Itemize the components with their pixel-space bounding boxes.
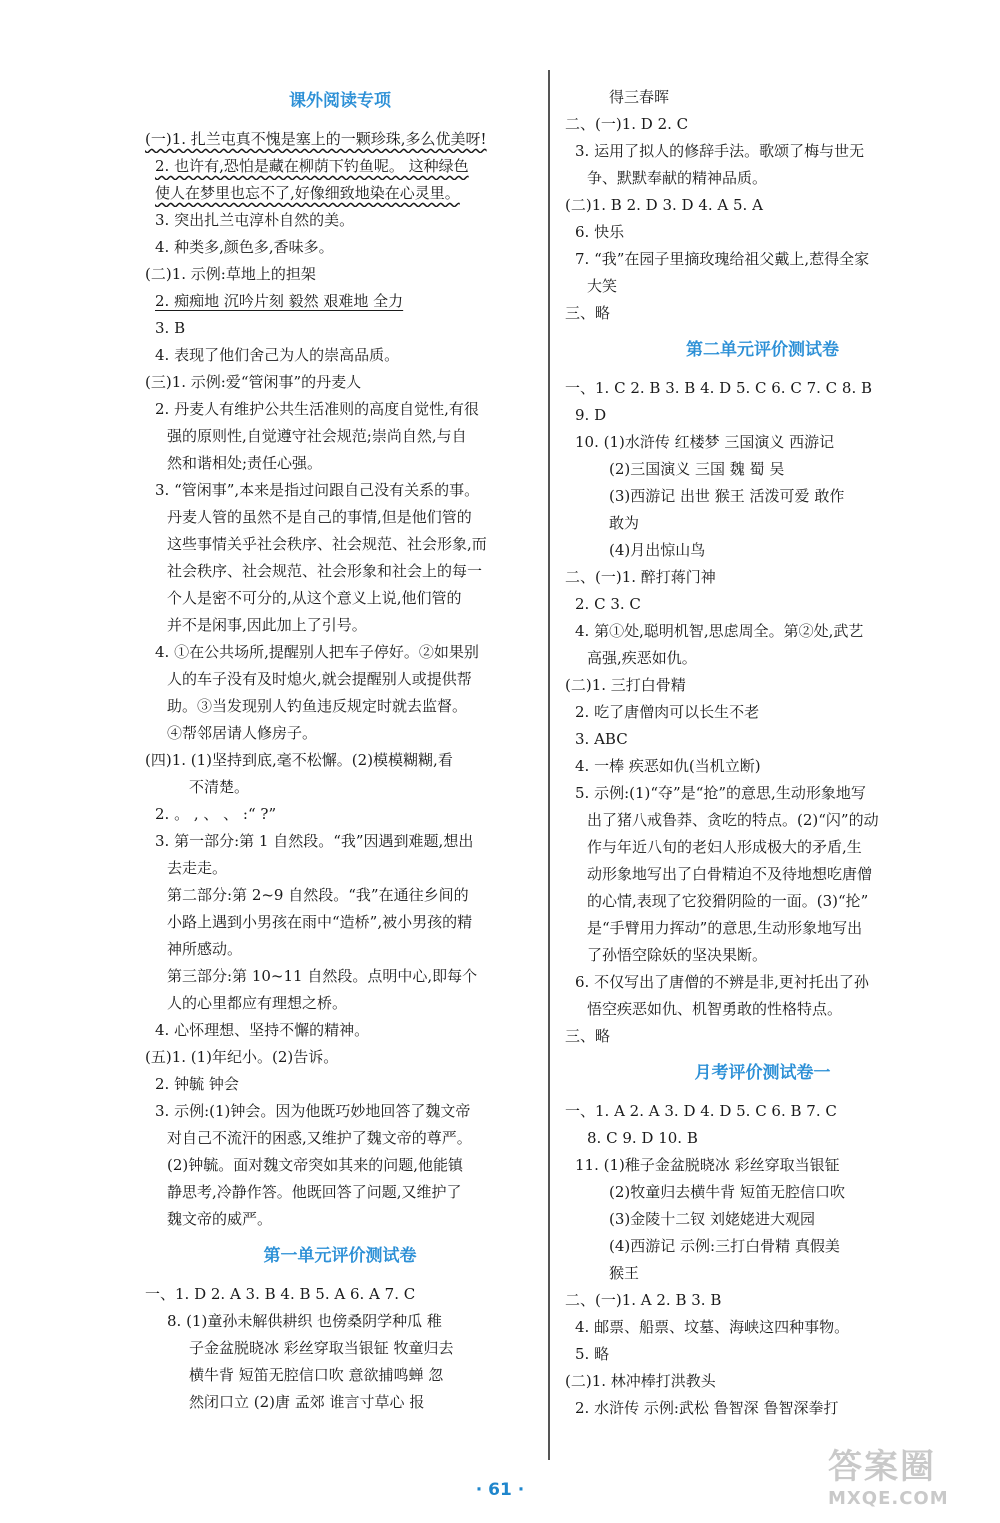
page-number: · 61 · xyxy=(475,1480,525,1500)
section-heading-unit-two-test: 第二单元评价测试卷 xyxy=(686,340,839,360)
answer-line: 大笑 xyxy=(587,277,618,295)
watermark-domain: MXQE.COM xyxy=(828,1488,949,1509)
answer-line: 敢为 xyxy=(609,514,640,532)
answer-line: (二)1. 林冲棒打洪教头 xyxy=(565,1372,716,1390)
answer-line: 一、1. A 2. A 3. D 4. D 5. C 6. B 7. C xyxy=(565,1102,837,1120)
answer-line: 6. 不仅写出了唐僧的不辨是非,更衬托出了孙 xyxy=(575,973,869,991)
answer-line: 3. ABC xyxy=(575,730,628,748)
answer-line: (2)钟毓。面对魏文帝突如其来的问题,他能镇 xyxy=(167,1156,464,1174)
answer-line: (三)1. 示例:爱“管闲事”的丹麦人 xyxy=(145,373,362,391)
answer-line: 个人是密不可分的,从这个意义上说,他们管的 xyxy=(167,589,462,607)
answer-line: 3. B xyxy=(155,319,186,337)
answer-line: 作与年近八旬的老妇人形成极大的矛盾,生 xyxy=(587,838,862,856)
answer-line: ④帮邻居请人修房子。 xyxy=(167,724,318,742)
answer-line: 11. (1)稚子金盆脱晓冰 彩丝穿取当银钲 xyxy=(575,1156,840,1174)
left-column xyxy=(145,78,535,1416)
answer-line: 人的心里都应有理想之桥。 xyxy=(167,994,348,1012)
answer-line: 二、(一)1. A 2. B 3. B xyxy=(565,1291,722,1309)
answer-line: 这些事情关乎社会秩序、社会规范、社会形象,而 xyxy=(167,535,487,553)
watermark-logo xyxy=(828,1439,978,1509)
answer-line: 对自己不流汗的困惑,又维护了魏文帝的尊严。 xyxy=(167,1129,472,1147)
answer-line: 魏文帝的威严。 xyxy=(167,1210,273,1228)
answer-line: (四)1. (1)坚持到底,毫不松懈。(2)模模糊糊,看 xyxy=(145,751,453,769)
column-divider xyxy=(548,70,550,1460)
answer-line: 一、1. C 2. B 3. B 4. D 5. C 6. C 7. C 8. B xyxy=(565,379,873,397)
right-column xyxy=(565,84,960,1422)
answer-line: 2. 水浒传 示例:武松 鲁智深 鲁智深拳打 xyxy=(575,1399,839,1417)
answer-line: 三、略 xyxy=(565,1027,611,1045)
answer-line: 4. 种类多,颜色多,香味多。 xyxy=(155,238,334,256)
answer-line: (五)1. (1)年纪小。(2)告诉。 xyxy=(145,1048,339,1066)
answer-line: 4. 一棒 疾恶如仇(当机立断) xyxy=(575,757,761,775)
answer-line: 2. 痴痴地 沉吟片刻 毅然 艰难地 全力 xyxy=(155,292,404,310)
answer-line: 3. 第一部分:第 1 自然段。“我”因遇到难题,想出 xyxy=(155,832,474,850)
answer-line: (二)1. 示例:草地上的担架 xyxy=(145,265,316,283)
answer-line: 高强,疾恶如仇。 xyxy=(587,649,697,667)
answer-line: 8. C 9. D 10. B xyxy=(587,1129,698,1147)
answer-line: 4. 第①处,聪明机智,思虑周全。第②处,武艺 xyxy=(575,622,864,640)
answer-line: 10. (1)水浒传 红楼梦 三国演义 西游记 xyxy=(575,433,835,451)
answer-line: 二、(一)1. D 2. C xyxy=(565,115,689,133)
answer-line: (二)1. B 2. D 3. D 4. A 5. A xyxy=(565,196,763,214)
answer-line: 人的车子没有及时熄火,就会提醒别人或提供帮 xyxy=(167,670,472,688)
answer-line: 神所感动。 xyxy=(167,940,243,958)
answer-line: 丹麦人管的虽然不是自己的事情,但是他们管的 xyxy=(167,508,472,526)
answer-line: 2. C 3. C xyxy=(575,595,641,613)
answer-line: 小路上遇到小男孩在雨中“造桥”,被小男孩的精 xyxy=(167,913,473,931)
answer-line: 子金盆脱晓冰 彩丝穿取当银钲 牧童归去 xyxy=(189,1339,454,1357)
answer-line: 2. 也许有,恐怕是藏在柳荫下钓鱼呢。 这种绿色 xyxy=(155,157,469,175)
answer-line: 第二部分:第 2~9 自然段。“我”在通往乡间的 xyxy=(167,886,469,904)
answer-line: 3. 运用了拟人的修辞手法。歌颂了梅与世无 xyxy=(575,142,865,160)
answer-line: (2)三国演义 三国 魏 蜀 吴 xyxy=(609,460,785,478)
answer-line: 助。③当发现别人钓鱼违反规定时就去监督。 xyxy=(167,697,468,715)
answer-line: 3. 示例:(1)钟会。因为他既巧妙地回答了魏文帝 xyxy=(155,1102,471,1120)
answer-line: 出了猪八戒鲁莽、贪吃的特点。(2)“闪”的动 xyxy=(587,811,879,829)
answer-line: 猴王 xyxy=(609,1264,640,1282)
answer-line: 并不是闲事,因此加上了引号。 xyxy=(167,616,367,634)
answer-line: 的心情,表现了它狡猾阴险的一面。(3)“抡” xyxy=(587,892,869,910)
answer-line: 4. 心怀理想、坚持不懈的精神。 xyxy=(155,1021,370,1039)
section-heading-unit-one-test: 第一单元评价测试卷 xyxy=(263,1246,417,1266)
answer-line: 5. 示例:(1)“夺”是“抢”的意思,生动形象地写 xyxy=(575,784,866,802)
answer-line: 4. 表现了他们舍己为人的崇高品质。 xyxy=(155,346,400,364)
answer-line: 3. “管闲事”,本来是指过问跟自己没有关系的事。 xyxy=(155,481,480,499)
answer-line: 争、默默奉献的精神品质。 xyxy=(587,169,768,187)
answer-line: 2. 丹麦人有维护公共生活准则的高度自觉性,有很 xyxy=(155,400,479,418)
answer-line: 悟空疾恶如仇、机智勇敢的性格特点。 xyxy=(587,1000,843,1018)
answer-line: 不清楚。 xyxy=(189,778,250,796)
answer-line: 了孙悟空除妖的坚决果断。 xyxy=(587,946,768,964)
answer-line: 去走走。 xyxy=(167,859,228,877)
answer-line: 动形象地写出了白骨精迫不及待地想吃唐僧 xyxy=(587,865,873,883)
answer-line: (二)1. 三打白骨精 xyxy=(565,676,686,694)
section-heading-monthly-test-one: 月考评价测试卷一 xyxy=(694,1063,831,1083)
answer-line: 社会秩序、社会规范、社会形象和社会上的每一 xyxy=(167,562,483,580)
answer-line: 使人在梦里也忘不了,好像细致地染在心灵里。 xyxy=(155,184,460,202)
answer-line: 得三春晖 xyxy=(609,88,670,106)
answer-line: 强的原则性,自觉遵守社会规范;崇尚自然,与自 xyxy=(167,427,467,445)
answer-line: (4)月出惊山鸟 xyxy=(609,541,706,559)
answer-line: 4. ①在公共场所,提醒别人把车子停好。②如果别 xyxy=(155,643,479,661)
answer-line: (3)金陵十二钗 刘姥姥进大观园 xyxy=(609,1210,816,1228)
answer-line: 是“手臂用力挥动”的意思,生动形象地写出 xyxy=(587,919,863,937)
answer-line: 7. “我”在园子里摘玫瑰给祖父戴上,惹得全家 xyxy=(575,250,870,268)
answer-line: 第三部分:第 10~11 自然段。点明中心,即每个 xyxy=(167,967,478,985)
answer-line: 三、略 xyxy=(565,304,611,322)
answer-line: 5. 略 xyxy=(575,1345,610,1363)
answer-line: 9. D xyxy=(575,406,607,424)
watermark-text: 答案圈 xyxy=(828,1447,936,1487)
answer-line: 3. 突出扎兰屯淳朴自然的美。 xyxy=(155,211,355,229)
answer-line: (3)西游记 出世 猴王 活泼可爱 敢作 xyxy=(609,487,845,505)
section-heading-extracurricular-reading: 课外阅读专项 xyxy=(289,91,391,111)
answer-line: 4. 邮票、船票、坟墓、海峡这四种事物。 xyxy=(575,1318,850,1336)
answer-line: 然和谐相处;责任心强。 xyxy=(167,454,323,472)
answer-line: 然闭口立 (2)唐 孟郊 谁言寸草心 报 xyxy=(189,1393,425,1411)
answer-line: 一、1. D 2. A 3. B 4. B 5. A 6. A 7. C xyxy=(145,1285,416,1303)
answer-line: 静思考,冷静作答。他既回答了问题,又维护了 xyxy=(167,1183,462,1201)
answer-line: 2. 吃了唐僧肉可以长生不老 xyxy=(575,703,760,721)
answer-line: 2. 。 , 、 、 :“ ?” xyxy=(155,805,277,823)
answer-line: 二、(一)1. 醉打蒋门神 xyxy=(565,568,716,586)
answer-line: (一)1. 扎兰屯真不愧是塞上的一颗珍珠,多么优美呀! xyxy=(145,130,487,148)
answer-line: 6. 快乐 xyxy=(575,223,625,241)
answer-line: (4)西游记 示例:三打白骨精 真假美 xyxy=(609,1237,840,1255)
answer-line: 2. 钟毓 钟会 xyxy=(155,1075,239,1093)
answer-line: 横牛背 短笛无腔信口吹 意欲捕鸣蝉 忽 xyxy=(189,1366,444,1384)
answer-line: (2)牧童归去横牛背 短笛无腔信口吹 xyxy=(609,1183,846,1201)
answer-line: 8. (1)童孙未解供耕织 也傍桑阴学种瓜 稚 xyxy=(167,1312,442,1330)
